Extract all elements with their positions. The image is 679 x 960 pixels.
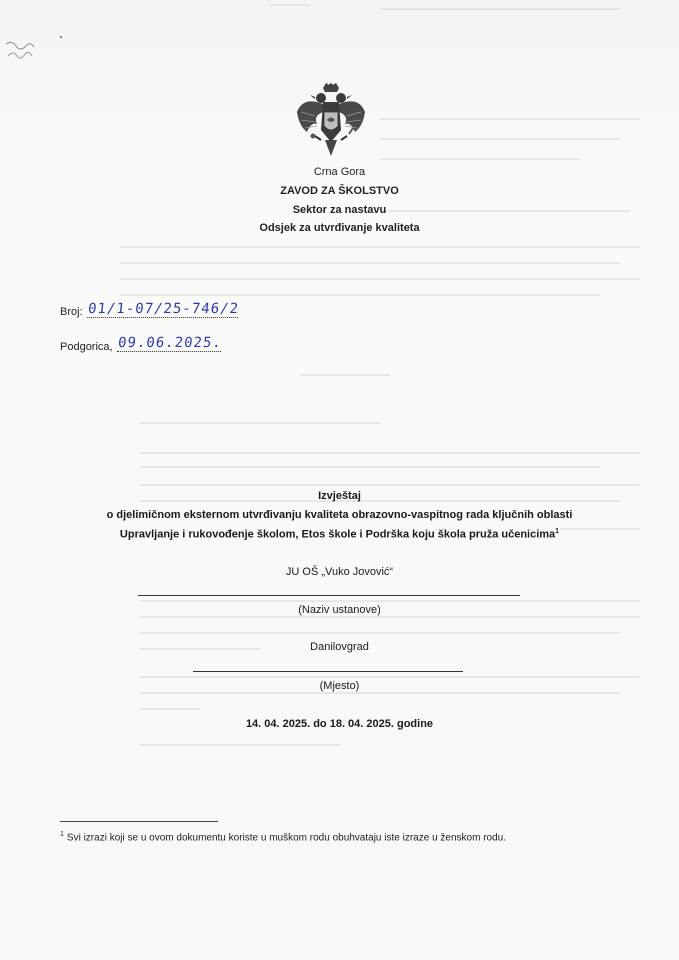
report-subtitle-line1: o djelimičnom eksternom utvrđivanju kvaliteta obrazovno-vaspitnog rada ključnih oblasti bbox=[106, 509, 573, 521]
location-caption: (Mjesto) bbox=[319, 680, 360, 692]
footnote-reference: 1 bbox=[555, 528, 560, 535]
school-name-underline bbox=[138, 595, 520, 596]
corner-scribble bbox=[2, 30, 66, 74]
footnote-text: Svi izrazi koji se u ovom dokumentu koriste u muškom rodu obuhvataju iste izraze u ženskom rodu. bbox=[66, 832, 506, 844]
report-title: Izvještaj bbox=[318, 490, 361, 502]
reference-number-value: 01/1-07/25-746/2 bbox=[87, 301, 240, 317]
footnote-mark: 1 bbox=[60, 831, 64, 838]
coat-of-arms-emblem bbox=[293, 82, 369, 162]
location-underline bbox=[193, 671, 463, 672]
sector-name: Sektor za nastavu bbox=[292, 204, 387, 216]
footnote-separator bbox=[60, 821, 218, 822]
report-key-areas: Upravljanje i rukovođenje školom, Etos škole i Podrška koju škola pruža učenicima bbox=[119, 528, 556, 541]
department-name: Odsjek za utvrđivanje kvaliteta bbox=[259, 222, 420, 234]
footnote bbox=[60, 831, 506, 843]
location-name: Danilovgrad bbox=[310, 641, 369, 653]
school-name: JU OŠ „Vuko Jovović“ bbox=[285, 566, 394, 578]
country-name: Crna Gora bbox=[313, 166, 366, 178]
place-label: Podgorica, bbox=[60, 341, 113, 353]
issue-date-value: 09.06.2025. bbox=[117, 335, 223, 351]
reference-number-label: Broj: bbox=[60, 306, 83, 318]
report-subtitle-line2 bbox=[0, 528, 679, 541]
institution-name: ZAVOD ZA ŠKOLSTVO bbox=[280, 185, 399, 197]
school-name-caption: (Naziv ustanove) bbox=[298, 604, 381, 616]
evaluation-period: 14. 04. 2025. do 18. 04. 2025. godine bbox=[245, 718, 434, 730]
